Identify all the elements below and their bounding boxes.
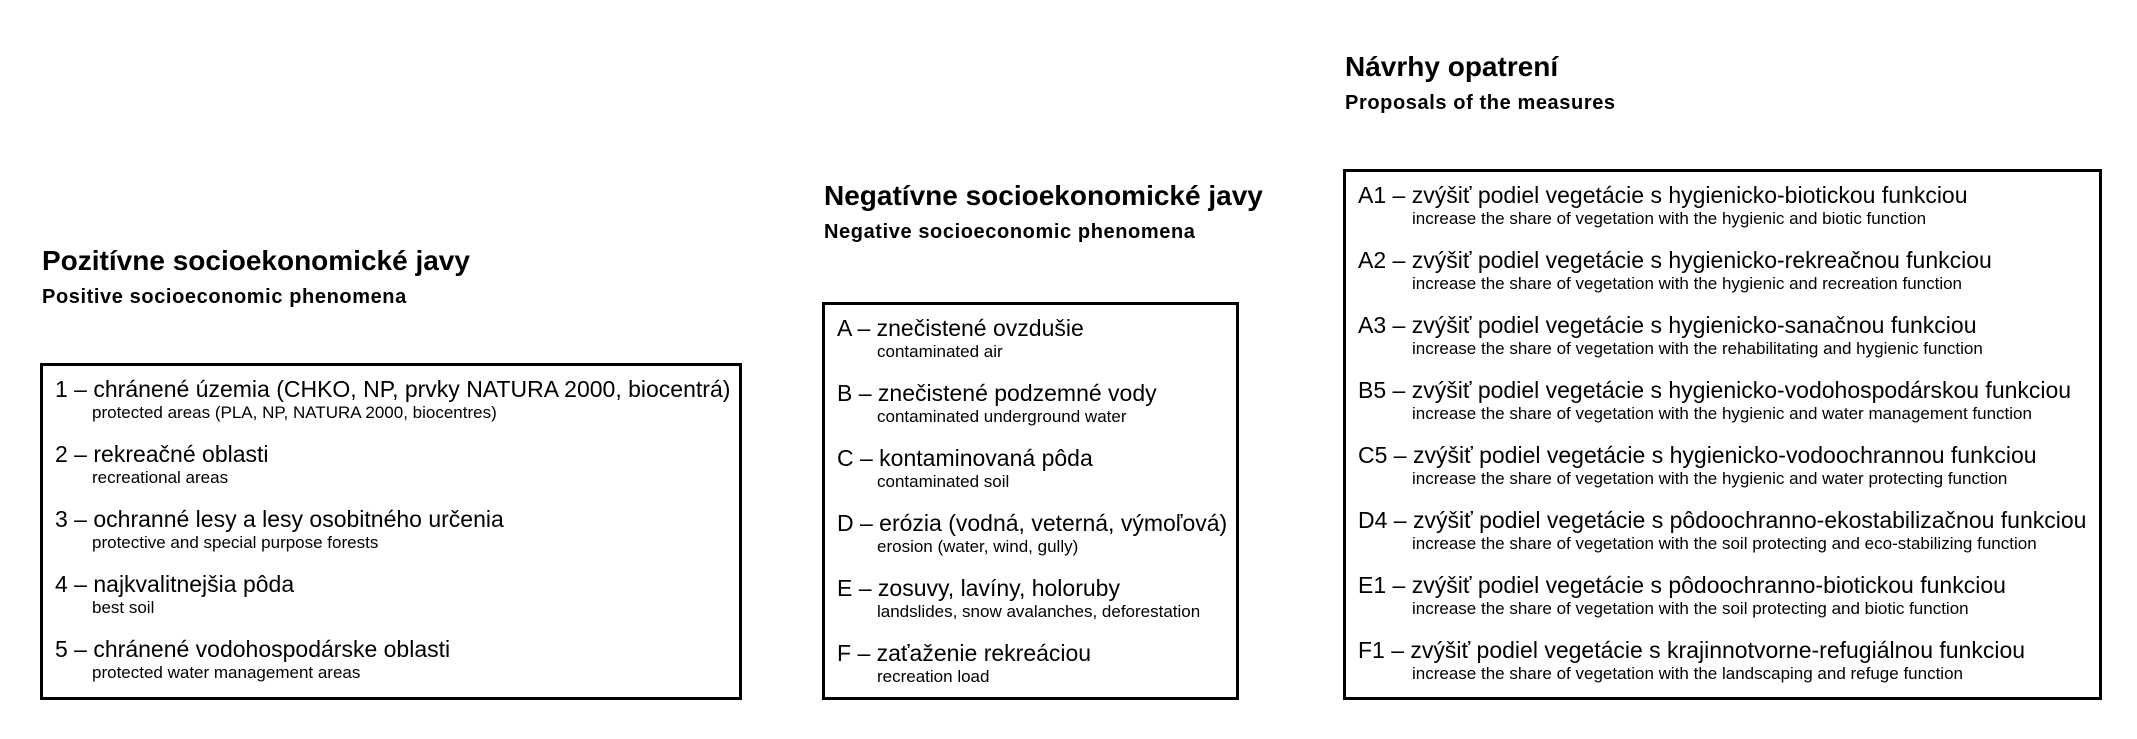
measures-item-a1-main: A1 – zvýšiť podiel vegetácie s hygienicko-biotickou funkciou	[1358, 182, 1968, 208]
negative-box	[822, 302, 1239, 700]
measures-item-a3	[1358, 312, 1983, 359]
measures-item-b5-main: B5 – zvýšiť podiel vegetácie s hygienicko-vodohospodárskou funkciou	[1358, 377, 2072, 403]
positive-item-4-main: 4 – najkvalitnejšia pôda	[55, 571, 295, 597]
measures-item-f1-main: F1 – zvýšiť podiel vegetácie s krajinnotvorne-refugiálnou funkciou	[1358, 637, 2026, 663]
negative-title: Negatívne socioekonomické javy	[824, 180, 1263, 211]
measures-item-c5	[1358, 442, 2037, 489]
negative-item-b	[837, 380, 1157, 427]
positive-box	[40, 363, 742, 700]
measures-subtitle: Proposals of the measures	[1345, 92, 1616, 114]
positive-item-4	[55, 571, 294, 618]
measures-item-b5	[1358, 377, 2071, 424]
measures-box	[1343, 169, 2102, 700]
measures-item-c5-sub: increase the share of vegetation with the hygienic and water protecting function	[1412, 469, 2008, 488]
positive-item-5-main: 5 – chránené vodohospodárske oblasti	[55, 636, 451, 662]
negative-item-e	[837, 575, 1200, 622]
measures-item-a3-main: A3 – zvýšiť podiel vegetácie s hygienicko-sanačnou funkciou	[1358, 312, 1977, 338]
positive-item-3-sub: protective and special purpose forests	[92, 533, 379, 552]
positive-item-3	[55, 506, 504, 553]
measures-item-e1-sub: increase the share of vegetation with the soil protecting and biotic function	[1412, 599, 1969, 618]
measures-item-a2-main: A2 – zvýšiť podiel vegetácie s hygienicko-rekreačnou funkciou	[1358, 247, 1992, 273]
measures-item-d4	[1358, 507, 2086, 554]
measures-item-a3-sub: increase the share of vegetation with the rehabilitating and hygienic function	[1412, 339, 1983, 358]
positive-item-1-main: 1 – chránené územia (CHKO, NP, prvky NATURA 2000, biocentrá)	[55, 376, 731, 402]
negative-item-c	[837, 445, 1093, 492]
measures-item-b5-sub: increase the share of vegetation with the hygienic and water management function	[1412, 404, 2032, 423]
negative-item-b-sub: contaminated underground water	[877, 407, 1127, 426]
positive-header	[42, 244, 470, 310]
measures-item-f1-sub: increase the share of vegetation with the landscaping and refuge function	[1412, 664, 1963, 683]
positive-subtitle: Positive socioeconomic phenomena	[42, 286, 407, 308]
measures-title: Návrhy opatrení	[1345, 51, 1559, 82]
negative-item-b-main: B – znečistené podzemné vody	[837, 380, 1157, 406]
negative-item-d-main: D – erózia (vodná, veterná, výmoľová)	[837, 510, 1228, 536]
measures-item-a2-sub: increase the share of vegetation with the hygienic and recreation function	[1412, 274, 1963, 293]
measures-item-a1-sub: increase the share of vegetation with the hygienic and biotic function	[1412, 209, 1927, 228]
negative-subtitle: Negative socioeconomic phenomena	[824, 221, 1196, 243]
measures-header	[1345, 50, 1616, 116]
measures-item-e1	[1358, 572, 2006, 619]
measures-item-f1	[1358, 637, 2025, 684]
negative-item-a	[837, 315, 1084, 362]
positive-item-2-main: 2 – rekreačné oblasti	[55, 441, 269, 467]
positive-item-2-sub: recreational areas	[92, 468, 229, 487]
measures-item-c5-main: C5 – zvýšiť podiel vegetácie s hygienicko-vodoochrannou funkciou	[1358, 442, 2037, 468]
negative-item-e-main: E – zosuvy, lavíny, holoruby	[837, 575, 1120, 601]
negative-item-d-sub: erosion (water, wind, gully)	[877, 537, 1079, 556]
negative-header	[824, 179, 1263, 245]
positive-title: Pozitívne socioekonomické javy	[42, 245, 470, 276]
negative-item-f	[837, 640, 1091, 687]
positive-item-5	[55, 636, 450, 683]
measures-item-a2	[1358, 247, 1992, 294]
negative-item-f-main: F – zaťaženie rekreáciou	[837, 640, 1092, 666]
positive-item-1	[55, 376, 730, 423]
measures-item-d4-sub: increase the share of vegetation with the soil protecting and eco-stabilizing function	[1412, 534, 2037, 553]
negative-item-d	[837, 510, 1227, 557]
positive-item-3-main: 3 – ochranné lesy a lesy osobitného určenia	[55, 506, 504, 532]
measures-item-d4-main: D4 – zvýšiť podiel vegetácie s pôdoochranno-ekostabilizačnou funkciou	[1358, 507, 2087, 533]
negative-item-c-main: C – kontaminovaná pôda	[837, 445, 1093, 471]
negative-item-c-sub: contaminated soil	[877, 472, 1010, 491]
negative-item-e-sub: landslides, snow avalanches, deforestation	[877, 602, 1201, 621]
measures-item-a1	[1358, 182, 1968, 229]
positive-item-2	[55, 441, 269, 488]
measures-item-e1-main: E1 – zvýšiť podiel vegetácie s pôdoochranno-biotickou funkciou	[1358, 572, 2006, 598]
positive-item-4-sub: best soil	[92, 598, 155, 617]
negative-item-f-sub: recreation load	[877, 667, 990, 686]
positive-item-1-sub: protected areas (PLA, NP, NATURA 2000, biocentres)	[92, 403, 497, 422]
negative-item-a-main: A – znečistené ovzdušie	[837, 315, 1084, 341]
positive-item-5-sub: protected water management areas	[92, 663, 361, 682]
negative-item-a-sub: contaminated air	[877, 342, 1003, 361]
